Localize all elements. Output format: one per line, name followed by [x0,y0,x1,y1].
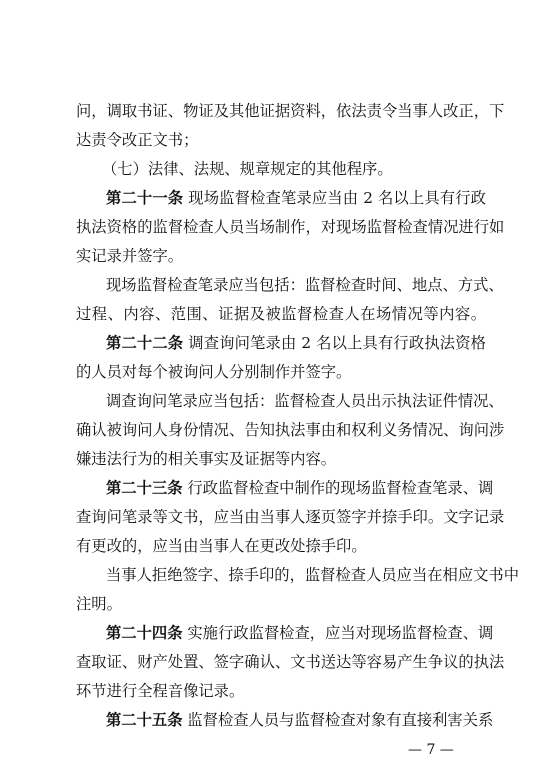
article-label: 第二十四条 [106,624,183,642]
page-number: — 7 — [408,742,454,758]
article-text: 实施行政监督检查，应当对现场监督检查、调 [187,624,494,642]
body-line: 有更改的，应当由当事人在更改处捺手印。 [76,537,367,555]
body-line: （七）法律、法规、规章规定的其他程序。 [102,160,393,178]
article-line [106,623,494,643]
article-text: 行政监督检查中制作的现场监督检查笔录、调 [187,479,494,497]
body-line: 实记录并签字。 [76,247,184,265]
body-line: 过程、内容、范围、证据及被监督检查人在场情况等内容。 [76,305,486,323]
body-line: 当事人拒绝签字、捺手印的，监督检查人员应当在相应文书中 [106,566,520,584]
body-line: 查取证、财产处置、签字确认、文书送达等容易产生争议的执法 [76,653,505,671]
body-line: 查询问笔录等文书，应当由当事人逐页签字并捺手印。文字记录 [76,508,505,526]
article-label: 第二十一条 [106,189,184,207]
article-text: 监督检查人员与监督检查对象有直接利害关系 [187,711,494,729]
article-text: 现场监督检查笔录应当由 2 名以上具有行政 [188,189,486,207]
body-line: 调查询问笔录应当包括：监督检查人员出示执法证件情况、 [106,392,504,410]
body-line: 问，调取书证、物证及其他证据资料，依法责令当事人改正，下 [76,102,505,120]
body-line: 的人员对每个被询问人分别制作并签字。 [76,363,352,381]
article-text: 调查询问笔录由 2 名以上具有行政执法资格 [188,334,486,352]
article-label: 第二十五条 [106,711,183,729]
body-line: 现场监督检查笔录应当包括：监督检查时间、地点、方式、 [106,276,504,294]
article-label: 第二十二条 [106,334,184,352]
body-line: 达责令改正文书； [76,131,199,149]
body-line: 注明。 [76,595,122,613]
article-line [106,333,486,353]
article-label: 第二十三条 [106,479,183,497]
body-line: 执法资格的监督检查人员当场制作，对现场监督检查情况进行如 [76,218,505,236]
body-line: 嫌违法行为的相关事实及证据等内容。 [76,450,337,468]
article-line [106,710,494,730]
body-line: 确认被询问人身份情况、告知执法事由和权利义务情况、询问涉 [76,421,505,439]
article-line [106,188,486,208]
article-line [106,478,494,498]
body-line: 环节进行全程音像记录。 [76,682,245,700]
